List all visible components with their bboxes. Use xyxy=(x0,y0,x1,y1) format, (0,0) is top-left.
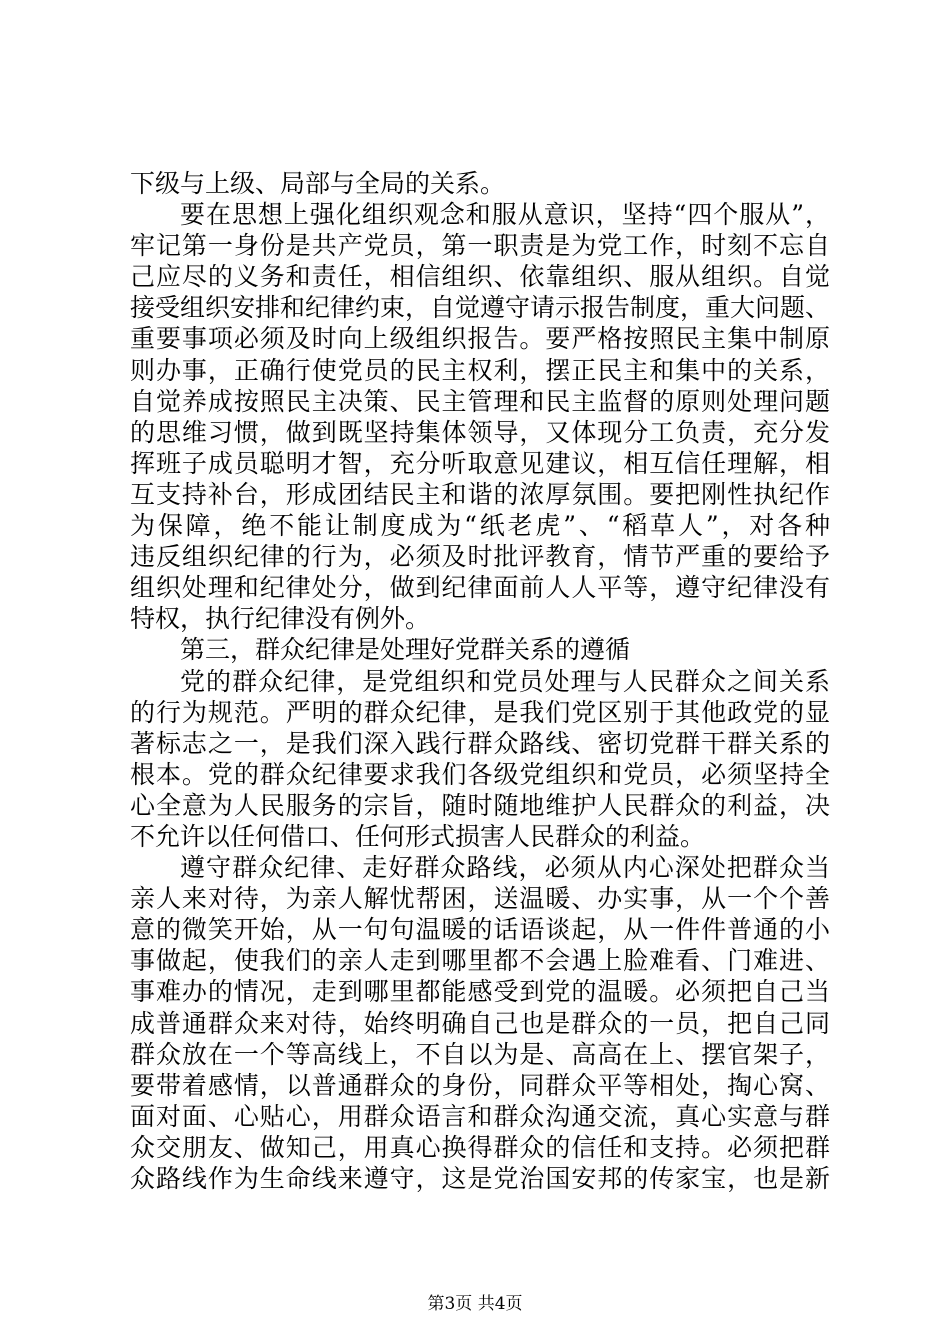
text-line: 事难办的情况，走到哪里都能感受到党的温暖。必须把自己当 xyxy=(130,977,830,1007)
text-line: 群众放在一个等高线上，不自以为是、高高在上、摆官架子， xyxy=(130,1039,830,1069)
text-line: 党的群众纪律，是党组织和党员处理与人民群众之间关系 xyxy=(180,666,830,696)
text-line: 重要事项必须及时向上级组织报告。要严格按照民主集中制原 xyxy=(130,324,830,354)
text-line: 遵守群众纪律、走好群众路线，必须从内心深处把群众当 xyxy=(180,853,830,883)
text-line: 下级与上级、局部与全局的关系。 xyxy=(130,169,506,198)
page-footer: 第3页 共4页 xyxy=(427,1294,523,1314)
text-line: 组织处理和纪律处分，做到纪律面前人人平等，遵守纪律没有 xyxy=(130,573,830,603)
text-line: 亲人来对待，为亲人解忧帮困，送温暖、办实事，从一个个善 xyxy=(130,884,830,914)
text-line: 根本。党的群众纪律要求我们各级党组织和党员，必须坚持全 xyxy=(130,759,830,789)
text-line: 己应尽的义务和责任，相信组织、依靠组织、服从组织。自觉 xyxy=(130,262,830,292)
text-line: 接受组织安排和纪律约束，自觉遵守请示报告制度，重大问题、 xyxy=(130,293,831,323)
text-line: 牢记第一身份是共产党员，第一职责是为党工作，时刻不忘自 xyxy=(130,231,830,261)
text-line: 不允许以任何借口、任何形式损害人民群众的利益。 xyxy=(130,821,706,851)
text-line: 众交朋友、做知己，用真心换得群众的信任和支持。必须把群 xyxy=(130,1132,830,1162)
text-line: 则办事，正确行使党员的民主权利，摆正民主和集中的关系， xyxy=(130,355,830,385)
text-line: 要带着感情，以普通群众的身份，同群众平等相处，掏心窝、 xyxy=(130,1070,830,1100)
text-line: 意的微笑开始，从一句句温暖的话语谈起，从一件件普通的小 xyxy=(130,915,830,945)
text-line: 面对面、心贴心，用群众语言和群众沟通交流，真心实意与群 xyxy=(130,1101,830,1131)
text-line: 违反组织纪律的行为，必须及时批评教育，情节严重的要给予 xyxy=(130,542,830,572)
text-line: 的思维习惯，做到既坚持集体领导，又体现分工负责，充分发 xyxy=(130,417,830,447)
text-line: 特权，执行纪律没有例外。 xyxy=(130,604,431,634)
text-line: 众路线作为生命线来遵守，这是党治国安邦的传家宝，也是新 xyxy=(130,1164,830,1193)
text-line: 成普通群众来对待，始终明确自己也是群众的一员，把自己同 xyxy=(130,1008,830,1038)
text-line: 互支持补台，形成团结民主和谐的浓厚氛围。要把刚性执纪作 xyxy=(130,479,830,509)
text-line: 自觉养成按照民主决策、民主管理和民主监督的原则处理问题 xyxy=(130,386,830,416)
text-line: 心全意为人民服务的宗旨，随时随地维护人民群众的利益，决 xyxy=(130,790,830,820)
text-line: 事做起，使我们的亲人走到哪里都不会遇上脸难看、门难进、 xyxy=(130,946,830,976)
text-line: 著标志之一，是我们深入践行群众路线、密切党群干群关系的 xyxy=(130,728,830,758)
text-line: 为保障，绝不能让制度成为“纸老虎”、“稻草人”，对各种 xyxy=(130,511,830,541)
text-line: 第三，群众纪律是处理好党群关系的遵循 xyxy=(180,635,631,665)
text-line: 挥班子成员聪明才智，充分听取意见建议，相互信任理解，相 xyxy=(130,448,830,478)
text-line: 要在思想上强化组织观念和服从意识，坚持“四个服从”， xyxy=(180,200,830,230)
document-body xyxy=(130,168,830,1194)
text-line: 的行为规范。严明的群众纪律，是我们党区别于其他政党的显 xyxy=(130,697,830,727)
